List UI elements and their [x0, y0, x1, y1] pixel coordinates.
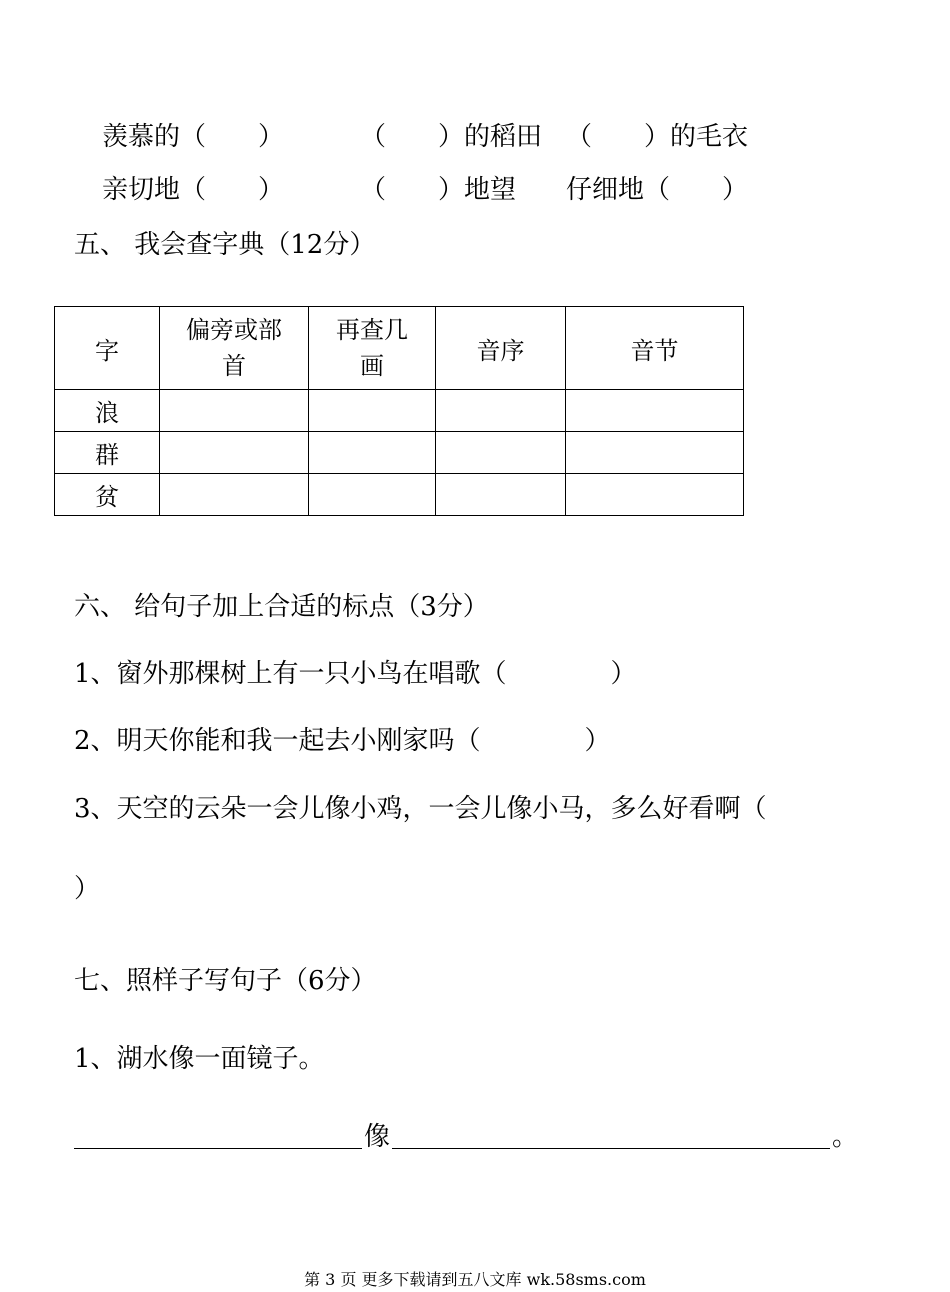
answer-blank-1[interactable]	[74, 1148, 362, 1149]
punctuation-item-2: 2、明天你能和我一起去小刚家吗（ ）	[74, 726, 611, 756]
answer-cell[interactable]	[309, 474, 436, 516]
punctuation-item-3-cont: ）	[74, 874, 101, 904]
fill-word-item: 羡慕的（ ）	[102, 122, 285, 152]
fill-word-item: 仔细地（ ）	[566, 175, 749, 205]
char-cell: 浪	[55, 390, 160, 432]
table-row	[55, 474, 744, 516]
fill-word-item: （ ）的稻田	[360, 122, 543, 152]
header-cell-strokes: 再查几 画	[309, 307, 436, 390]
char-cell: 贫	[55, 474, 160, 516]
answer-cell[interactable]	[160, 432, 309, 474]
dictionary-table	[54, 306, 744, 516]
table-header-row	[55, 307, 744, 390]
answer-cell[interactable]	[436, 390, 566, 432]
page-footer: 第 3 页 更多下载请到五八文库 wk.58sms.com	[304, 1270, 646, 1289]
fill-word-item: （ ）地望	[360, 175, 517, 205]
example-sentence: 1、湖水像一面镜子。	[74, 1044, 325, 1074]
header-cell-initial: 音序	[436, 307, 566, 390]
fill-word-item: （ ）的毛衣	[566, 122, 749, 152]
answer-blank-2[interactable]	[392, 1148, 830, 1149]
answer-cell[interactable]	[160, 390, 309, 432]
fill-word-item: 亲切地（ ）	[102, 175, 285, 205]
answer-cell[interactable]	[566, 432, 744, 474]
section-5-title: 五、 我会查字典（12分）	[74, 230, 376, 260]
answer-cell[interactable]	[566, 474, 744, 516]
header-cell-char: 字	[55, 307, 160, 390]
answer-cell[interactable]	[309, 390, 436, 432]
header-cell-radical: 偏旁或部 首	[160, 307, 309, 390]
header-cell-pinyin: 音节	[566, 307, 744, 390]
answer-cell[interactable]	[436, 432, 566, 474]
section-6-title: 六、 给句子加上合适的标点（3分）	[74, 592, 489, 622]
answer-cell[interactable]	[160, 474, 309, 516]
pattern-word: 像	[364, 1122, 391, 1152]
table-row	[55, 432, 744, 474]
answer-cell[interactable]	[436, 474, 566, 516]
char-cell: 群	[55, 432, 160, 474]
pattern-end-mark: 。	[832, 1122, 859, 1152]
punctuation-item-1: 1、窗外那棵树上有一只小鸟在唱歌（ ）	[74, 659, 637, 689]
table-row	[55, 390, 744, 432]
answer-cell[interactable]	[309, 432, 436, 474]
answer-cell[interactable]	[566, 390, 744, 432]
punctuation-item-3: 3、天空的云朵一会儿像小鸡，一会儿像小马，多么好看啊（	[74, 794, 767, 824]
section-7-title: 七、照样子写句子（6分）	[74, 966, 377, 996]
